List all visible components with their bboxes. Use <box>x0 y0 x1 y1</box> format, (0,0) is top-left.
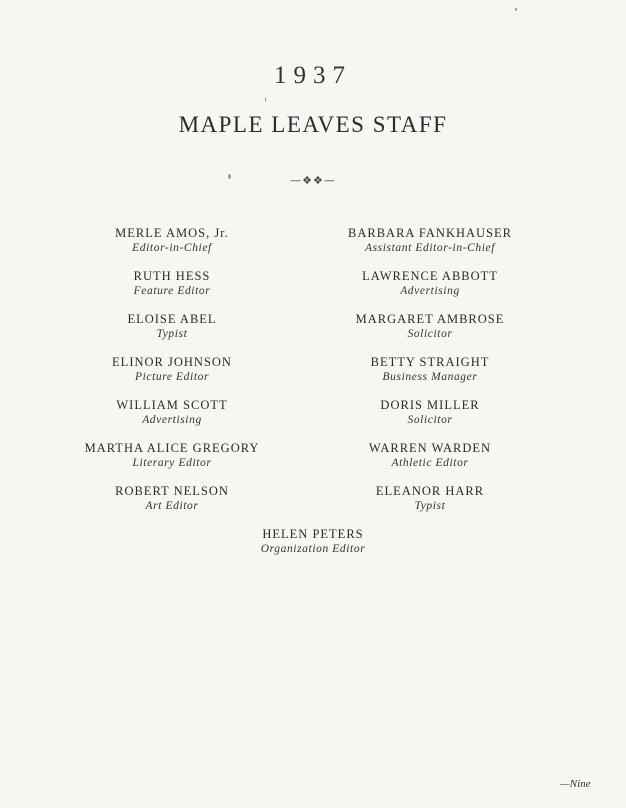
staff-role: Picture Editor <box>134 371 210 383</box>
staff-name: BETTY STRAIGHT <box>370 355 490 369</box>
paper-speck <box>228 174 231 179</box>
staff-name: HELEN PETERS <box>262 527 364 541</box>
staff-entry <box>310 441 550 484</box>
staff-entry <box>52 226 292 269</box>
staff-entry <box>52 355 292 398</box>
staff-entry <box>310 312 550 355</box>
staff-name: ELEANOR HARR <box>375 484 485 498</box>
staff-entry-center <box>193 527 433 556</box>
staff-name: LAWRENCE ABBOTT <box>362 269 498 283</box>
ornament-divider: —❖❖— <box>290 174 336 187</box>
staff-entry <box>52 441 292 484</box>
staff-entry <box>52 312 292 355</box>
staff-name: RUTH HESS <box>133 269 211 283</box>
staff-column-right <box>310 226 550 527</box>
staff-role: Organization Editor <box>260 543 366 555</box>
staff-role: Feature Editor <box>133 285 211 297</box>
paper-speck <box>515 8 517 11</box>
staff-role: Athletic Editor <box>391 457 469 469</box>
staff-name: ELINOR JOHNSON <box>112 355 232 369</box>
staff-name: BARBARA FANKHAUSER <box>348 226 512 240</box>
staff-entry <box>52 269 292 312</box>
page-year: 1937 <box>274 62 352 89</box>
page-title: MAPLE LEAVES STAFF <box>178 112 448 137</box>
staff-role: Typist <box>414 500 446 512</box>
staff-entry <box>52 484 292 527</box>
staff-name: MARTHA ALICE GREGORY <box>84 441 260 455</box>
paper-speck <box>265 97 266 102</box>
staff-name: WARREN WARDEN <box>368 441 492 455</box>
staff-role: Business Manager <box>382 371 478 383</box>
staff-role: Art Editor <box>145 500 199 512</box>
staff-name: WILLIAM SCOTT <box>116 398 228 412</box>
staff-name: ELOISE ABEL <box>127 312 217 326</box>
staff-column-left <box>52 226 292 527</box>
staff-role: Editor-in-Chief <box>132 242 212 254</box>
staff-entry <box>310 226 550 269</box>
staff-role: Literary Editor <box>132 457 212 469</box>
page-number: —Nine <box>560 778 591 790</box>
staff-entry <box>310 355 550 398</box>
staff-role: Typist <box>156 328 188 340</box>
staff-name: MERLE AMOS, Jr. <box>115 226 229 240</box>
staff-name: DORIS MILLER <box>380 398 480 412</box>
staff-role: Advertising <box>142 414 202 426</box>
staff-role: Solicitor <box>407 414 453 426</box>
staff-role: Advertising <box>400 285 460 297</box>
staff-entry <box>310 269 550 312</box>
staff-name: MARGARET AMBROSE <box>355 312 505 326</box>
staff-entry <box>310 398 550 441</box>
staff-role: Assistant Editor-in-Chief <box>364 242 496 254</box>
staff-name: ROBERT NELSON <box>115 484 229 498</box>
staff-entry <box>310 484 550 527</box>
staff-entry <box>52 398 292 441</box>
staff-role: Solicitor <box>407 328 453 340</box>
